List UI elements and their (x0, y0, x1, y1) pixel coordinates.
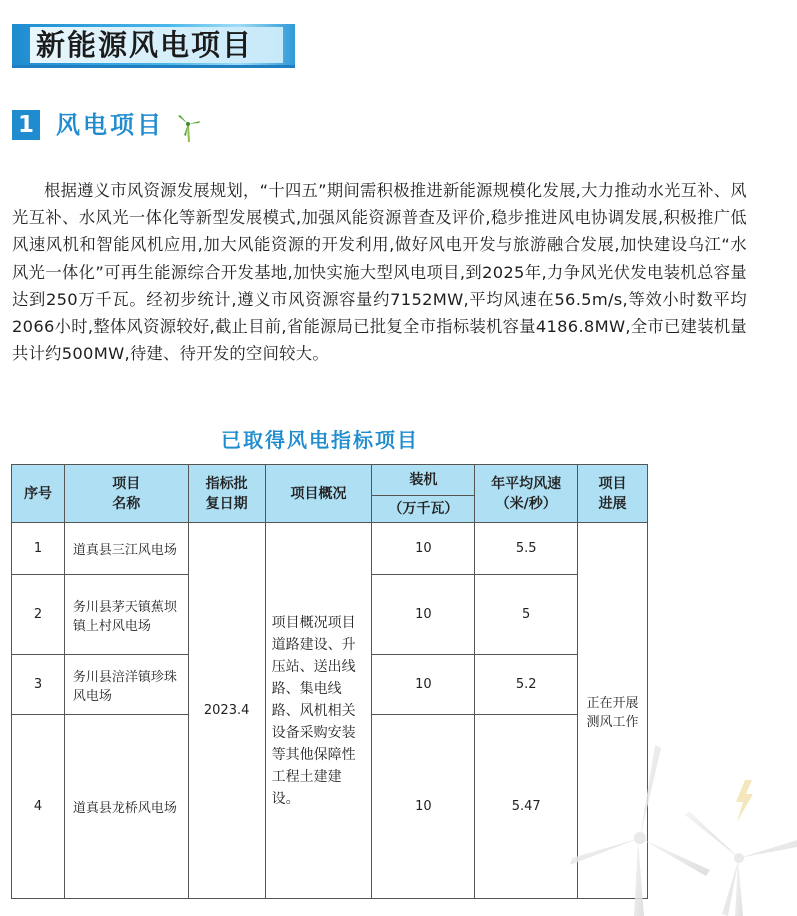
header-wind-line2: （米/秒） (495, 495, 557, 512)
intro-paragraph: 根据遵义市风资源发展规划，“十四五”期间需积极推进新能源规模化发展,大力推动水光互补、风光互补、水风光一体化等新型发展模式,加强风能资源普查及评价,稳步推进风电协调发展,积极推广低风速风机和智能风机应用,加大风能资源的开发利用,做好风电开发与旅游融合发展,加快建设乌江“水风光一体化”可再生能源综合开发基地,加快实施大型风电项目,到2025年,力争风光伏发电装机总容量达到250万千瓦。经初步统计,遵义市风资源容量约7152MW,平均风速在56.5m/s,等效小时数平均2066小时,整体风资源较好,截止目前,省能源局已批复全市指标装机容量4186.8MW,全市已建装机量共计约500MW,待建、待开发的空间较大。 (12, 181, 747, 364)
header-date (188, 465, 265, 523)
header-wind-line1: 年平均风速 (491, 475, 562, 492)
project-overview: 项目概况项目道路建设、升压站、送出线路、集电线路、风机相关设备采购安装等其他保障性工程土建建设。 (265, 523, 372, 899)
wind-turbines-illustration (560, 730, 797, 916)
row-capacity: 10 (372, 715, 475, 899)
row-wind-speed: 5.2 (475, 655, 578, 715)
header-wind (475, 465, 578, 523)
row-name: 道真县龙桥风电场 (64, 715, 188, 899)
row-name: 务川县茅天镇蕉坝镇上村风电场 (64, 575, 188, 655)
row-wind-speed: 5 (475, 575, 578, 655)
header-date-line1: 指标批 (205, 475, 248, 492)
row-name: 务川县涪洋镇珍珠风电场 (64, 655, 188, 715)
table-title: 已取得风电指标项目 (221, 428, 419, 452)
header-date-line2: 复日期 (205, 495, 248, 512)
header-progress-line1: 项目 (598, 475, 627, 492)
row-wind-speed: 5.47 (475, 715, 578, 899)
header-overview: 项目概况 (265, 465, 372, 523)
header-name-line2: 名称 (112, 495, 141, 512)
project-progress: 正在开展测风工作 (578, 523, 648, 899)
row-index: 2 (12, 575, 65, 655)
header-name-line1: 项目 (112, 475, 141, 492)
header-index: 序号 (12, 465, 65, 523)
projects-table (11, 464, 648, 899)
row-index: 4 (12, 715, 65, 899)
row-index: 1 (12, 523, 65, 575)
wind-turbine-icon (174, 111, 202, 143)
approval-date: 2023.4 (188, 523, 265, 899)
row-capacity: 10 (372, 655, 475, 715)
row-name: 道真县三江风电场 (64, 523, 188, 575)
header-capacity: 装机 (372, 465, 475, 496)
row-capacity: 10 (372, 575, 475, 655)
section-number: 1 (12, 110, 40, 140)
header-progress (578, 465, 648, 523)
page-title-banner (12, 24, 295, 68)
header-name (64, 465, 188, 523)
page-title: 新能源风电项目 (36, 28, 254, 62)
table-row (12, 523, 648, 575)
header-progress-line2: 进展 (598, 495, 627, 512)
row-wind-speed: 5.5 (475, 523, 578, 575)
row-capacity: 10 (372, 523, 475, 575)
row-index: 3 (12, 655, 65, 715)
section-title: 风电项目 (56, 111, 164, 139)
header-capacity-unit: （万千瓦） (372, 496, 475, 523)
